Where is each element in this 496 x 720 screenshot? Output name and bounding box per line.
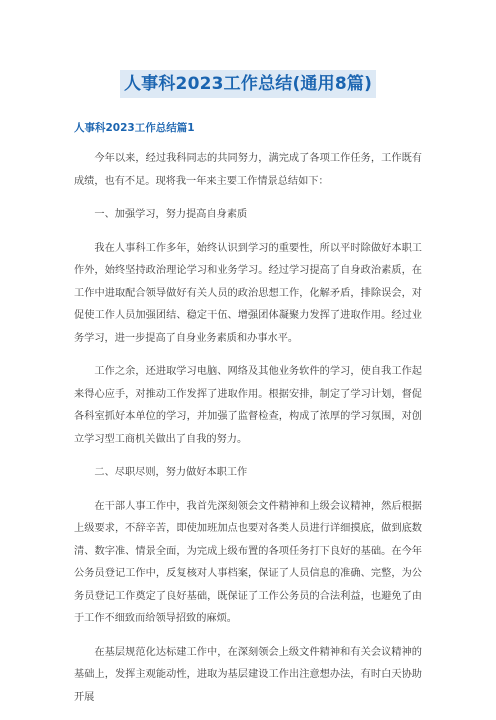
document-title: 人事科2023工作总结(通用8篇) (120, 70, 376, 98)
paragraph-duty-1: 在干部人事工作中，我首先深刻领会文件精神和上级会议精神，然后根据上级要求，不辞辛苦，即使加班加点也要对各类人员进行详细摸底，做到底数清、数字准、情景全面，为完成上级布置的各项任务打下良好的基础。在今年公务员登记工作中，反复核对人事档案，保证了人员信息的准确、完整，为公务员登记工作奠定了良好基础，既保证了工作公务员的合法利益，也避免了由于工作不细致而给领导招致的麻烦。 (74, 500, 422, 624)
title-wrap (0, 70, 496, 98)
paragraph-intro: 今年以来，经过我科同志的共同努力，满完成了各项工作任务，工作既有成绩，也有不足。现将我一年来主要工作情景总结如下： (74, 153, 422, 187)
paragraph-duty-2: 在基层规范化达标建工作中，在深刻领会上级文件精神和有关会议精神的基础上，发挥主观能动性，进取为基层建设工作出注意想办法，有时白天协助开展 (74, 646, 422, 703)
subheading-1: 一、加强学习，努力提高自身素质 (94, 209, 248, 220)
section-title: 人事科2023工作总结篇1 (74, 122, 195, 134)
paragraph-study-2: 工作之余，还进取学习电脑、网络及其他业务软件的学习，使自我工作起来得心应手，对推动工作发挥了进取作用。根据安排，制定了学习计划，督促各科室抓好本单位的学习，并加强了监督检查，构成了浓厚的学习氛围，对创立学习型工商机关做出了自我的努力。 (74, 366, 422, 445)
paragraph-study-1: 我在人事科工作多年，始终认识到学习的重要性，所以平时除做好本职工作外，始终坚持政治理论学习和业务学习。经过学习提高了自身政治素质，在工作中进取配合领导做好有关人员的政治思想工作，化解矛盾，排除误会，对促使工作人员加强团结、稳定干伍、增强团体凝聚力发挥了进取作用。经过业务学习，进一步提高了自身业务素质和办事水平。 (74, 242, 422, 344)
subheading-2: 二、尽职尽则，努力做好本职工作 (94, 467, 248, 478)
document-body (74, 148, 422, 720)
